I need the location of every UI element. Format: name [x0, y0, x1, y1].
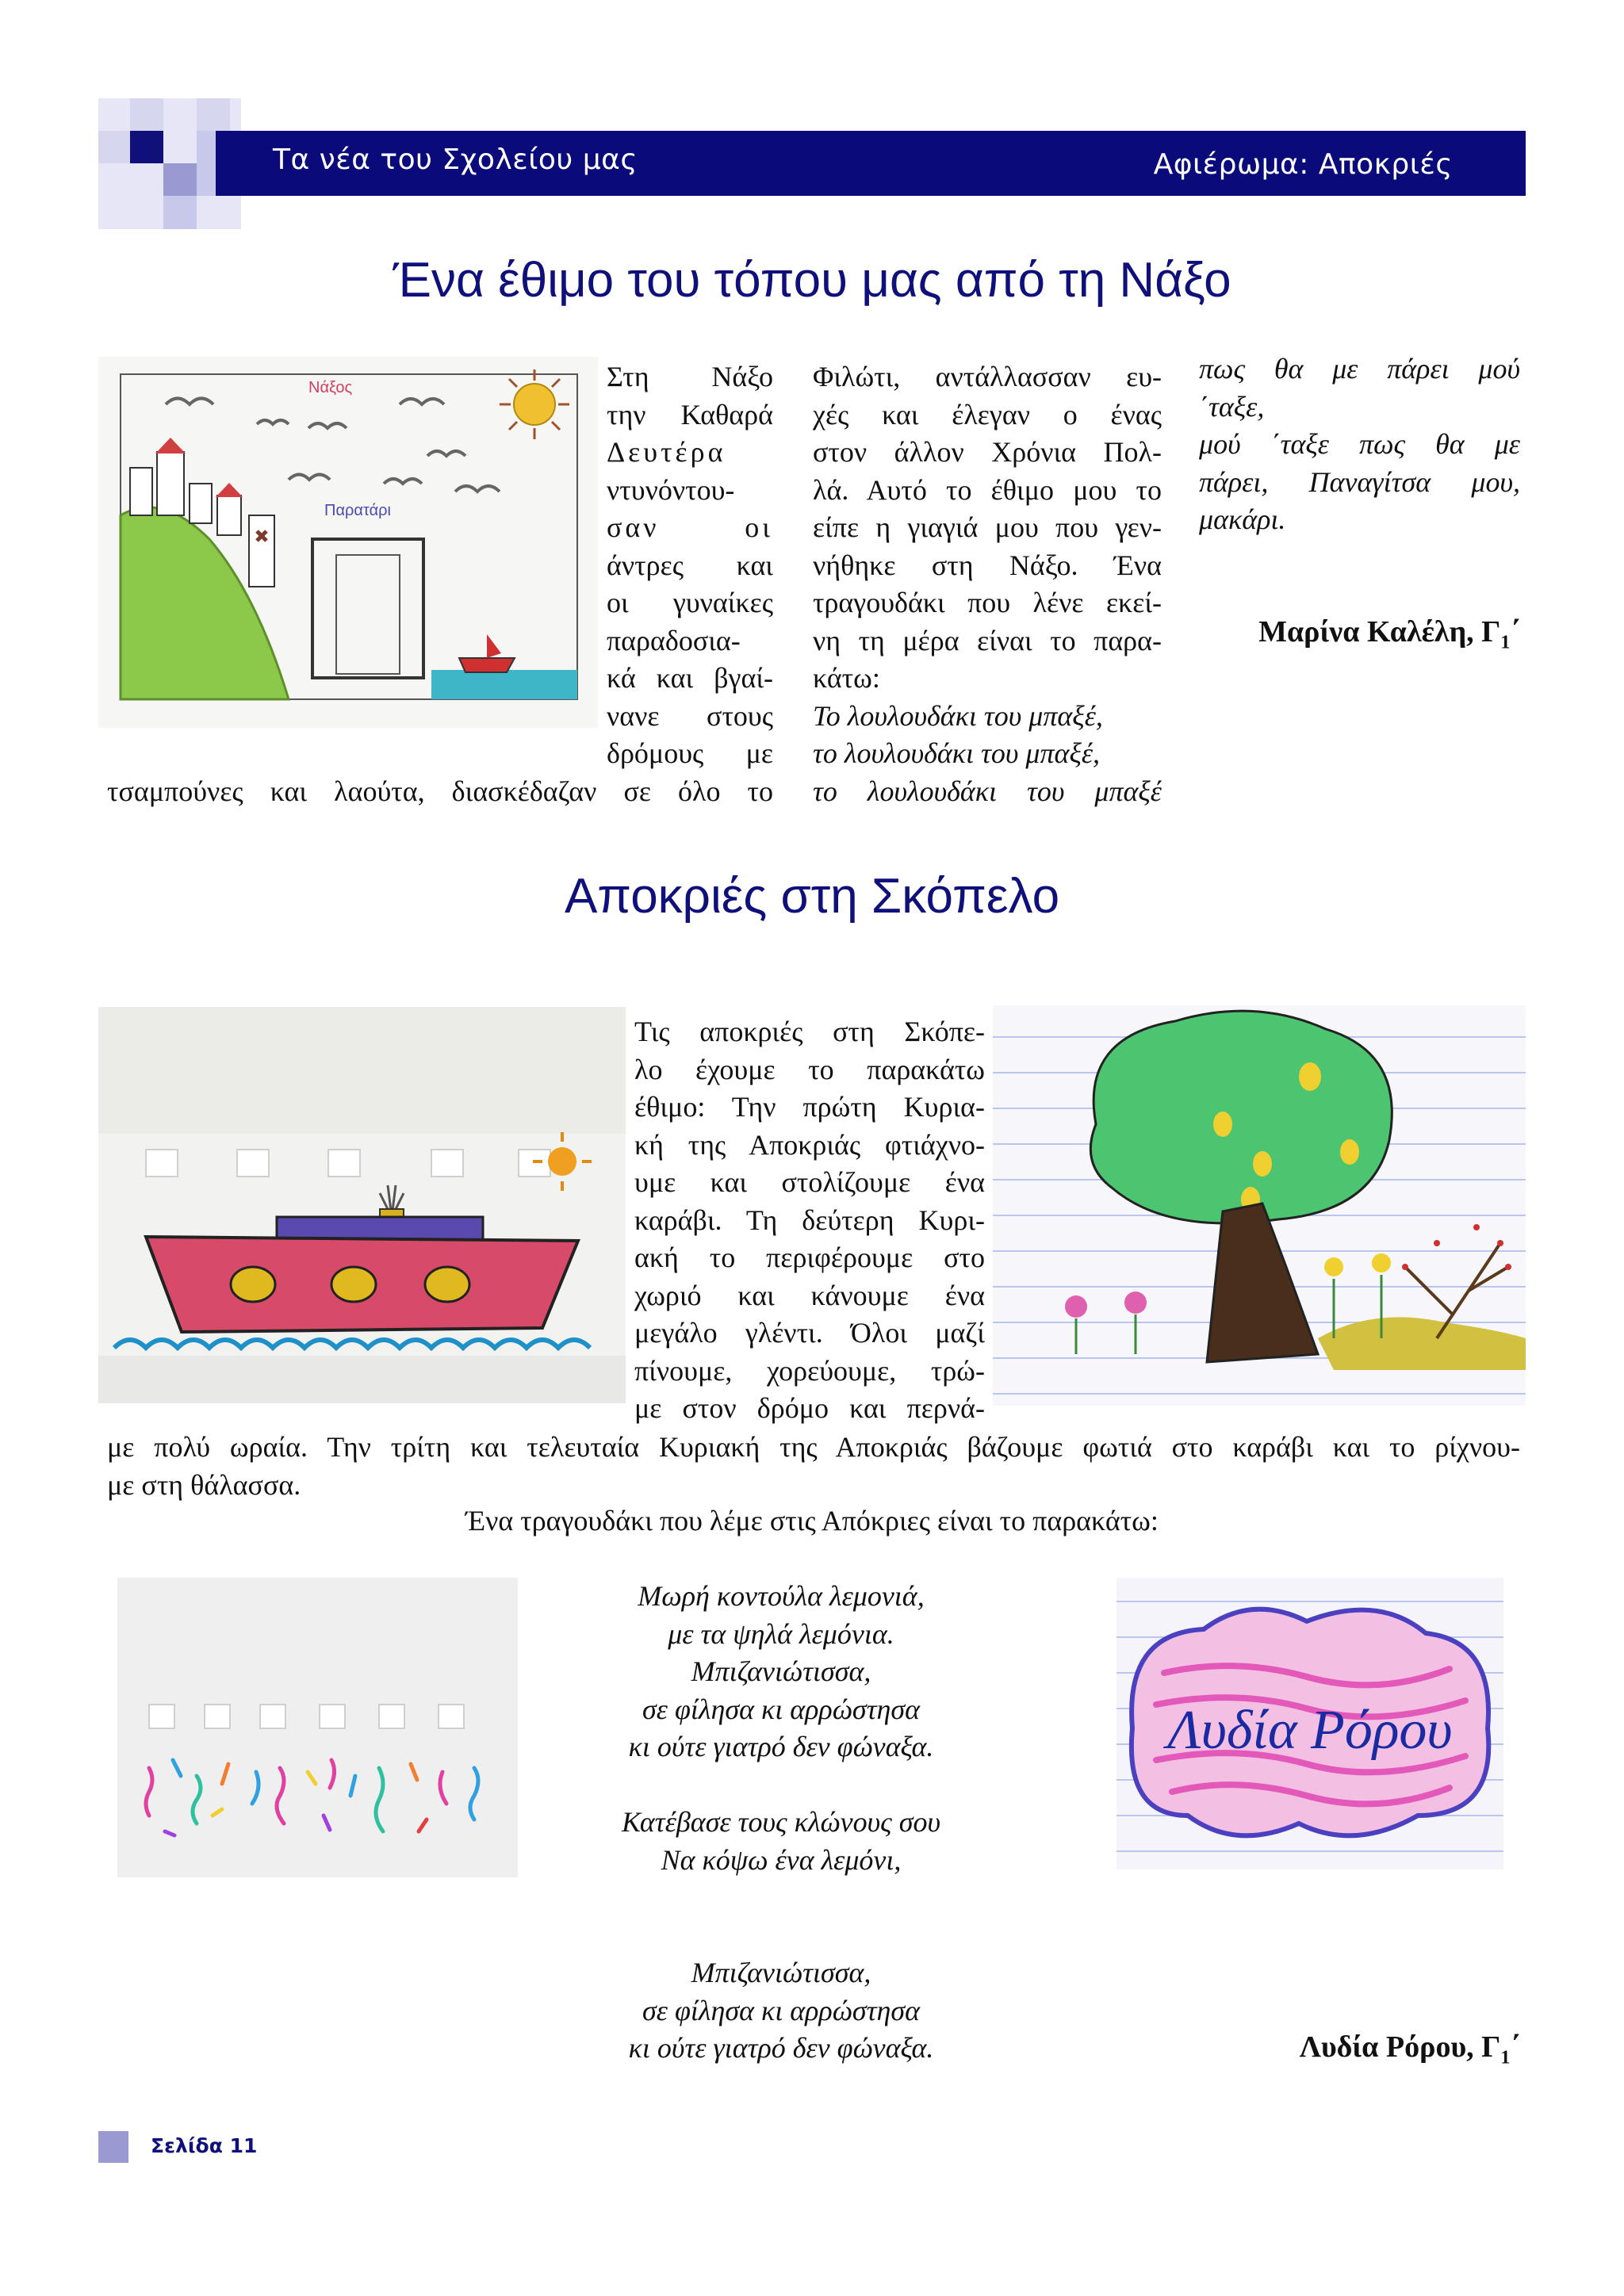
- article1-signature: Μαρίνα Καλέλη, $\Gamma_1΄$: [1258, 615, 1520, 653]
- section-label: Αφιέρωμα: Αποκριές: [1153, 148, 1453, 181]
- text-line: άντρες και: [607, 549, 773, 581]
- text-line: Φιλώτι, αντάλλασσαν ευ-: [813, 361, 1162, 392]
- text-line: σαν οι: [607, 511, 773, 543]
- text-line: με πολύ ωραία. Την τρίτη και τελευταία Κυριακή της Αποκριάς βάζουμε φωτιά στο καράβι και το ρίχνου-: [107, 1431, 1520, 1463]
- poem-line: σε φίλησα κι αρρώστησα: [642, 1994, 920, 2026]
- poem-line: Μωρή κοντούλα λεμονιά,: [638, 1580, 925, 1612]
- tree-drawing-svg: [993, 1005, 1526, 1406]
- song-line: πάρει, Παναγίτσα μου,: [1199, 465, 1520, 498]
- text-line: λά. Αυτό το έθιμο μου το: [813, 473, 1162, 506]
- poem-line: Κατέβασε τους κλώνους σου: [621, 1806, 941, 1838]
- text-line: με στη θάλασσα.: [107, 1468, 301, 1501]
- text-line: στον άλλον Χρόνια Πολ-: [813, 436, 1162, 468]
- text-line: την Καθαρά: [607, 398, 773, 430]
- header-square-dark: [130, 131, 163, 163]
- text-line: νήθηκε στη Νάξο. Ένα: [813, 549, 1162, 581]
- song-line: το λουλουδάκι του μπαξέ,: [813, 737, 1101, 769]
- article1-title: Ένα έθιμο του τόπου μας από τη Νάξο: [393, 253, 1231, 308]
- article1-col2: [813, 358, 1162, 810]
- text-line: λο έχουμε το παρακάτω: [634, 1053, 985, 1085]
- text-line: έθιμο: Την πρώτη Κυρια-: [634, 1091, 985, 1123]
- text-line: Στη Νάξο: [607, 361, 773, 392]
- text-line: ντυνόντου-: [607, 473, 735, 506]
- text-line: χές και έλεγαν ο ένας: [813, 398, 1162, 430]
- header-bar: [216, 131, 1526, 196]
- poem-line: κι ούτε γιατρό δεν φώναξα.: [628, 1731, 934, 1762]
- poem-line: Μπιζανιώτισσα,: [691, 1655, 871, 1687]
- poem-line: σε φίλησα κι αρρώστησα: [642, 1693, 920, 1725]
- ship-drawing-svg: [98, 1007, 626, 1403]
- text-line: μεγάλο γλέντι. Όλοι μαζί: [634, 1317, 985, 1349]
- poem-line: Μπιζανιώτισσα,: [691, 1957, 871, 1988]
- text-line: με στον δρόμο και περνά-: [634, 1392, 985, 1424]
- text-line: νη τη μέρα είναι το παρα-: [813, 624, 1162, 656]
- article2-signature: Λυδία Ρόρου, $\Gamma_1΄$: [1299, 2030, 1520, 2068]
- article2-fullwidth: [107, 1429, 1520, 1504]
- song-line: Το λουλουδάκι του μπαξέ,: [813, 699, 1103, 732]
- name-drawing-svg: [1116, 1578, 1503, 1869]
- song-intro: Ένα τραγουδάκι που λέμε στις Απόκριες είναι το παρακάτω:: [465, 1505, 1159, 1536]
- text-line: πίνουμε, χορεύουμε, τρώ-: [634, 1354, 985, 1387]
- song-line: ΄ταξε,: [1199, 390, 1265, 423]
- naxos-drawing: [98, 357, 598, 728]
- text-line: Δευτέρα: [607, 436, 726, 468]
- text-line: καράβι. Τη δεύτερη Κυρι-: [634, 1203, 985, 1236]
- text-line: Τις αποκριές στη Σκόπε-: [634, 1016, 985, 1047]
- song-line: μού ΄ταξε πως θα με: [1199, 428, 1520, 460]
- confetti-drawing: [117, 1578, 518, 1877]
- confetti-drawing-svg: [117, 1578, 518, 1877]
- text-line: δρόμους με: [607, 737, 773, 769]
- portara-label: Παρατάρι: [324, 502, 391, 519]
- text-line: είπε η γιαγιά μου που γεν-: [813, 511, 1162, 543]
- text-line: κά και βγαί-: [607, 662, 773, 694]
- naxos-label: Νάξος: [308, 379, 353, 396]
- article1-col1: [607, 358, 773, 773]
- text-line: οι γυναίκες: [607, 587, 773, 618]
- article1-col3: [1199, 350, 1520, 539]
- poem-line: με τα ψηλά λεμόνια.: [668, 1617, 894, 1650]
- name-drawing: [1116, 1578, 1503, 1869]
- article2-title: Αποκριές στη Σκόπελο: [564, 869, 1060, 924]
- page-number: Σελίδα 11: [151, 2134, 258, 2157]
- text-line: κή της Αποκριάς φτιάχνο-: [634, 1128, 985, 1161]
- poem-line: Να κόψω ένα λεμόνι,: [661, 1843, 902, 1876]
- article2-col: [634, 1013, 985, 1428]
- text-line: κάτω:: [813, 662, 880, 694]
- poem-line: κι ούτε γιατρό δεν φώναξα.: [628, 2032, 934, 2064]
- song-line: μακάρι.: [1199, 503, 1286, 535]
- text-line: παραδοσια-: [607, 624, 741, 656]
- footer-square: [98, 2131, 128, 2163]
- newsletter-title: Τα νέα του Σχολείου μας: [273, 144, 638, 176]
- song-line: πως θα με πάρει μού: [1199, 353, 1520, 385]
- header-square-mid: [163, 163, 197, 196]
- naxos-drawing-svg: [98, 357, 598, 728]
- poem: [508, 1578, 1055, 2068]
- song-line: το λουλουδάκι του μπαξέ: [813, 775, 1162, 807]
- tree-drawing: [993, 1005, 1526, 1406]
- drawing-name-text: Λυδία Ρόρου: [1167, 1700, 1453, 1761]
- text-line: χωριό και κάνουμε ένα: [634, 1279, 985, 1311]
- text-line: νανε στους: [607, 699, 773, 732]
- article1-col1-fullline: τσαμπούνες και λαούτα, διασκέδαζαν σε όλο το: [107, 775, 773, 807]
- ship-drawing: [98, 1007, 626, 1403]
- text-line: υμε και στολίζουμε ένα: [634, 1166, 985, 1198]
- text-line: τραγουδάκι που λένε εκεί-: [813, 587, 1162, 618]
- text-line: ακή το περιφέρουμε στο: [634, 1242, 985, 1273]
